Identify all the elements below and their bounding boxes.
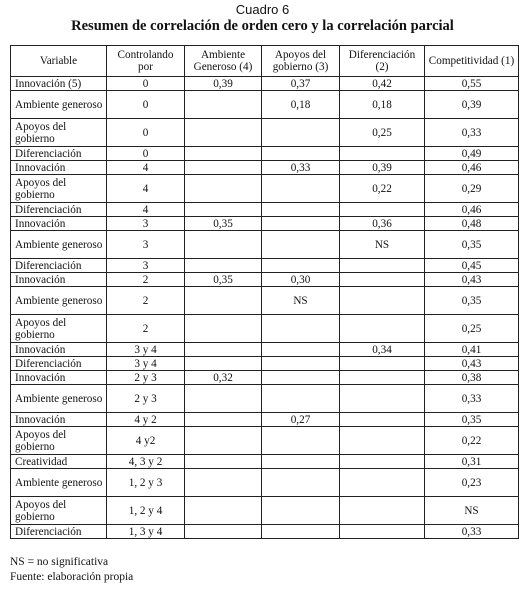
cell-apoyos xyxy=(262,497,340,525)
cell-ambiente xyxy=(185,315,262,343)
table-row xyxy=(11,357,519,371)
cell-diferenciacion xyxy=(340,203,425,217)
cell-ambiente xyxy=(185,497,262,525)
cell-variable: Diferenciación xyxy=(11,203,107,217)
cell-apoyos xyxy=(262,343,340,357)
table-caption: Cuadro 6 xyxy=(235,2,290,17)
cell-controlando: 4, 3 y 2 xyxy=(107,455,185,469)
cell-competitividad: 0,22 xyxy=(425,427,519,455)
note-ns: NS = no significativa xyxy=(10,556,109,568)
cell-competitividad: 0,46 xyxy=(425,203,519,217)
cell-competitividad: 0,46 xyxy=(425,161,519,175)
cell-ambiente xyxy=(185,525,262,539)
cell-apoyos xyxy=(262,231,340,259)
cell-variable: Apoyos del gobierno xyxy=(11,497,107,525)
cell-diferenciacion xyxy=(340,287,425,315)
cell-diferenciacion: 0,25 xyxy=(340,119,425,147)
cell-apoyos xyxy=(262,119,340,147)
cell-controlando: 0 xyxy=(107,147,185,161)
cell-ambiente xyxy=(185,91,262,119)
cell-diferenciacion xyxy=(340,315,425,343)
cell-ambiente xyxy=(185,119,262,147)
table-row xyxy=(11,315,519,343)
cell-competitividad: 0,35 xyxy=(425,231,519,259)
cell-ambiente: 0,32 xyxy=(185,371,262,385)
cell-competitividad: 0,33 xyxy=(425,385,519,413)
table-row xyxy=(11,413,519,427)
cell-diferenciacion xyxy=(340,413,425,427)
cell-variable: Innovación xyxy=(11,343,107,357)
cell-controlando: 3 xyxy=(107,231,185,259)
cell-ambiente xyxy=(185,343,262,357)
cell-apoyos: 0,37 xyxy=(262,77,340,91)
cell-diferenciacion xyxy=(340,357,425,371)
header-variable: Variable xyxy=(11,46,107,77)
cell-variable: Apoyos del gobierno xyxy=(11,119,107,147)
cell-competitividad: 0,33 xyxy=(425,119,519,147)
cell-ambiente xyxy=(185,259,262,273)
cell-ambiente: 0,39 xyxy=(185,77,262,91)
cell-diferenciacion xyxy=(340,147,425,161)
header-controlando: Controlando por xyxy=(107,46,185,77)
header-ambiente: Ambiente Generoso (4) xyxy=(185,46,262,77)
cell-apoyos xyxy=(262,147,340,161)
cell-ambiente xyxy=(185,469,262,497)
cell-controlando: 0 xyxy=(107,77,185,91)
cell-diferenciacion: 0,34 xyxy=(340,343,425,357)
cell-variable: Ambiente generoso xyxy=(11,469,107,497)
cell-ambiente: 0,35 xyxy=(185,217,262,231)
cell-controlando: 4 y2 xyxy=(107,427,185,455)
cell-variable: Diferenciación xyxy=(11,147,107,161)
table-row xyxy=(11,427,519,455)
cell-variable: Apoyos del gobierno xyxy=(11,175,107,203)
cell-apoyos: 0,33 xyxy=(262,161,340,175)
cell-apoyos xyxy=(262,259,340,273)
cell-controlando: 0 xyxy=(107,119,185,147)
cell-ambiente xyxy=(185,427,262,455)
table-row xyxy=(11,273,519,287)
cell-ambiente xyxy=(185,203,262,217)
table-body xyxy=(11,77,519,539)
cell-diferenciacion xyxy=(340,469,425,497)
cell-apoyos: 0,30 xyxy=(262,273,340,287)
cell-apoyos xyxy=(262,315,340,343)
table-notes xyxy=(10,555,133,585)
table-row xyxy=(11,455,519,469)
cell-variable: Ambiente generoso xyxy=(11,91,107,119)
table-row xyxy=(11,203,519,217)
cell-diferenciacion: 0,39 xyxy=(340,161,425,175)
note-source: Fuente: elaboración propia xyxy=(10,571,134,583)
cell-diferenciacion xyxy=(340,259,425,273)
cell-variable: Apoyos del gobierno xyxy=(11,315,107,343)
cell-competitividad: 0,35 xyxy=(425,287,519,315)
cell-diferenciacion: 0,36 xyxy=(340,217,425,231)
cell-competitividad: 0,49 xyxy=(425,147,519,161)
cell-competitividad: 0,41 xyxy=(425,343,519,357)
table-row xyxy=(11,231,519,259)
cell-variable: Diferenciación xyxy=(11,357,107,371)
cell-diferenciacion xyxy=(340,273,425,287)
table-row xyxy=(11,469,519,497)
table-row xyxy=(11,77,519,91)
cell-variable: Innovación (5) xyxy=(11,77,107,91)
cell-diferenciacion: 0,22 xyxy=(340,175,425,203)
cell-controlando: 3 xyxy=(107,217,185,231)
cell-variable: Innovación xyxy=(11,161,107,175)
cell-controlando: 4 xyxy=(107,161,185,175)
cell-diferenciacion xyxy=(340,455,425,469)
cell-apoyos: 0,18 xyxy=(262,91,340,119)
cell-variable: Creatividad xyxy=(11,455,107,469)
table-row xyxy=(11,91,519,119)
cell-apoyos xyxy=(262,175,340,203)
table-row xyxy=(11,119,519,147)
cell-controlando: 3 y 4 xyxy=(107,357,185,371)
table-row xyxy=(11,343,519,357)
cell-controlando: 4 xyxy=(107,203,185,217)
cell-apoyos xyxy=(262,427,340,455)
cell-controlando: 2 y 3 xyxy=(107,371,185,385)
cell-competitividad: 0,39 xyxy=(425,91,519,119)
cell-competitividad: 0,29 xyxy=(425,175,519,203)
cell-diferenciacion xyxy=(340,427,425,455)
cell-diferenciacion xyxy=(340,525,425,539)
cell-controlando: 4 xyxy=(107,175,185,203)
table-row xyxy=(11,161,519,175)
table-row xyxy=(11,371,519,385)
cell-variable: Innovación xyxy=(11,217,107,231)
cell-apoyos xyxy=(262,371,340,385)
cell-ambiente xyxy=(185,161,262,175)
cell-ambiente xyxy=(185,231,262,259)
correlation-table xyxy=(10,45,519,539)
cell-variable: Ambiente generoso xyxy=(11,231,107,259)
cell-controlando: 1, 2 y 3 xyxy=(107,469,185,497)
cell-competitividad: 0,35 xyxy=(425,413,519,427)
cell-apoyos xyxy=(262,525,340,539)
cell-variable: Diferenciación xyxy=(11,525,107,539)
cell-competitividad: 0,23 xyxy=(425,469,519,497)
cell-competitividad: 0,33 xyxy=(425,525,519,539)
cell-ambiente xyxy=(185,357,262,371)
table-header-row xyxy=(11,46,519,77)
cell-diferenciacion xyxy=(340,385,425,413)
cell-controlando: 1, 2 y 4 xyxy=(107,497,185,525)
cell-controlando: 4 y 2 xyxy=(107,413,185,427)
cell-competitividad: 0,43 xyxy=(425,357,519,371)
header-diferenciacion: Diferenciación (2) xyxy=(340,46,425,77)
cell-apoyos xyxy=(262,217,340,231)
cell-apoyos xyxy=(262,385,340,413)
cell-apoyos xyxy=(262,357,340,371)
cell-ambiente xyxy=(185,175,262,203)
cell-ambiente xyxy=(185,385,262,413)
table-row xyxy=(11,217,519,231)
cell-competitividad: NS xyxy=(425,497,519,525)
cell-variable: Ambiente generoso xyxy=(11,287,107,315)
table-row xyxy=(11,287,519,315)
cell-apoyos xyxy=(262,469,340,497)
table-row xyxy=(11,525,519,539)
header-competitividad: Competitividad (1) xyxy=(425,46,519,77)
table-title: Resumen de correlación de orden cero y la correlación parcial xyxy=(71,18,454,34)
table-row xyxy=(11,497,519,525)
cell-competitividad: 0,43 xyxy=(425,273,519,287)
cell-diferenciacion: 0,18 xyxy=(340,91,425,119)
header-apoyos: Apoyos del gobierno (3) xyxy=(262,46,340,77)
cell-variable: Apoyos del gobierno xyxy=(11,427,107,455)
cell-diferenciacion: 0,42 xyxy=(340,77,425,91)
cell-controlando: 1, 3 y 4 xyxy=(107,525,185,539)
cell-diferenciacion xyxy=(340,371,425,385)
table-row xyxy=(11,147,519,161)
cell-ambiente xyxy=(185,455,262,469)
cell-diferenciacion xyxy=(340,497,425,525)
cell-ambiente: 0,35 xyxy=(185,273,262,287)
cell-variable: Innovación xyxy=(11,413,107,427)
cell-variable: Diferenciación xyxy=(11,259,107,273)
cell-competitividad: 0,55 xyxy=(425,77,519,91)
cell-controlando: 2 xyxy=(107,287,185,315)
cell-controlando: 3 y 4 xyxy=(107,343,185,357)
cell-competitividad: 0,48 xyxy=(425,217,519,231)
table-row xyxy=(11,385,519,413)
cell-apoyos: 0,27 xyxy=(262,413,340,427)
cell-competitividad: 0,45 xyxy=(425,259,519,273)
cell-diferenciacion: NS xyxy=(340,231,425,259)
cell-apoyos xyxy=(262,203,340,217)
cell-controlando: 3 xyxy=(107,259,185,273)
cell-apoyos xyxy=(262,455,340,469)
cell-variable: Innovación xyxy=(11,273,107,287)
cell-ambiente xyxy=(185,147,262,161)
cell-variable: Ambiente generoso xyxy=(11,385,107,413)
cell-competitividad: 0,31 xyxy=(425,455,519,469)
table-row xyxy=(11,175,519,203)
cell-competitividad: 0,38 xyxy=(425,371,519,385)
table-row xyxy=(11,259,519,273)
cell-controlando: 2 xyxy=(107,273,185,287)
cell-controlando: 2 y 3 xyxy=(107,385,185,413)
cell-controlando: 2 xyxy=(107,315,185,343)
cell-controlando: 0 xyxy=(107,91,185,119)
cell-apoyos: NS xyxy=(262,287,340,315)
cell-competitividad: 0,25 xyxy=(425,315,519,343)
cell-variable: Innovación xyxy=(11,371,107,385)
cell-ambiente xyxy=(185,287,262,315)
cell-ambiente xyxy=(185,413,262,427)
